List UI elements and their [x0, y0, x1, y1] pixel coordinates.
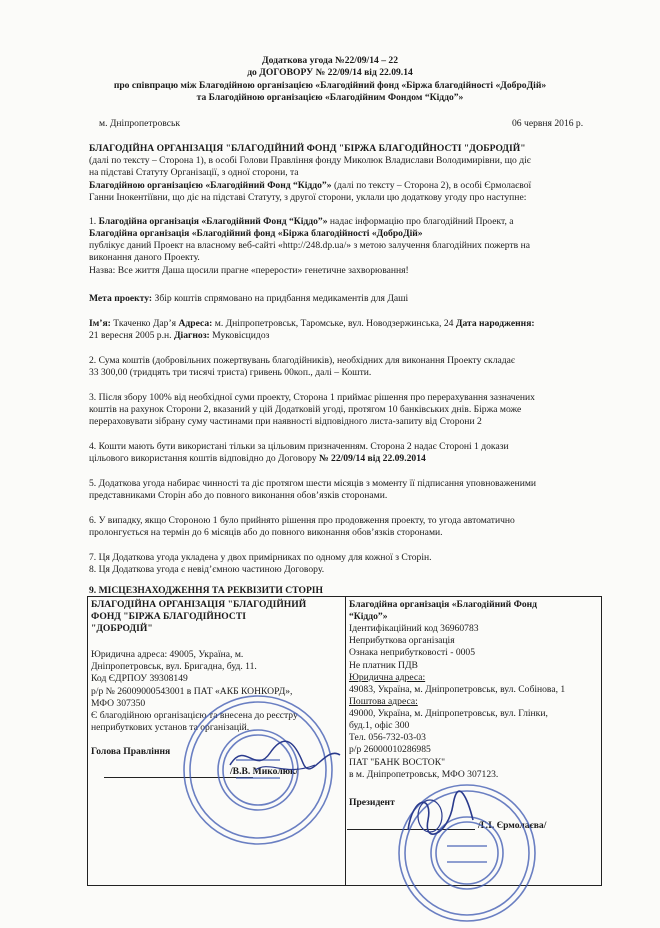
- paragraph-2-line: 2. Сума коштів (добровільних пожертвувань благодійників), необхідних для виконання Проекту складає: [89, 355, 515, 366]
- paragraph-9-heading: 9. МІСЦЕЗНАХОДЖЕННЯ ТА РЕКВІЗИТИ СТОРІН: [89, 585, 324, 596]
- left-party-nonprofit: Є благодійною організацією та внесена до реєстру: [91, 710, 298, 721]
- date: 06 червня 2016 р.: [512, 118, 584, 129]
- signature-left: [225, 735, 345, 783]
- paragraph-2-line: 33 300,00 (тридцять три тисячі триста) гривень 00коп., далі – Кошти.: [89, 367, 372, 378]
- right-party-id: Ідентифікаційний код 36960783: [349, 623, 479, 634]
- right-phone: Тел. 056-732-03-03: [349, 732, 426, 743]
- right-bank: ПАТ "БАНК ВОСТОК": [349, 757, 446, 768]
- beneficiary-line: 21 вересня 2005 р.н. Діагноз: Муковісцидоз: [89, 330, 270, 341]
- intro-line: (далі по тексту – Сторона 1), в особі Голови Правління фонду Миколюк Владислави Володимирівни, що діє: [89, 155, 531, 166]
- paragraph-7: 7. Ця Додаткова угода укладена у двох примірниках по одному для кожної з Сторін.: [89, 552, 432, 563]
- right-account: р/р 26000010286985: [349, 744, 431, 755]
- left-party-title: БЛАГОДІЙНА ОРГАНІЗАЦІЯ "БЛАГОДІЙНИЙ: [91, 599, 307, 610]
- signature-right: [398, 790, 478, 840]
- paragraph-3-line: 3. Після збору 100% від необхідної суми проекту, Сторона 1 приймає рішення про перерахування зазначених: [89, 392, 535, 403]
- right-party-vat: Не платник ПДВ: [349, 660, 418, 671]
- beneficiary-line: Ім’я: Ткаченко Дар’я Адреса: м. Дніпропетровськ, Таромське, вул. Новодзержинська, 24 Дата народження:: [89, 318, 535, 329]
- paragraph-1-line: виконання даного Проекту.: [89, 252, 200, 263]
- left-party-account: р/р № 26009000543001 в ПАТ «АКБ КОНКОРД»,: [91, 686, 293, 697]
- project-name: Назва: Все життя Даша щосили прагне «перерости» генетичне захворювання!: [89, 265, 409, 276]
- paragraph-3-line: коштів на рахунок Сторони 2, вказаний у цій Додатковій угоді, протягом 10 банківських днів. Біржа може: [89, 404, 522, 415]
- left-head-name: /В.В. Миколюк/: [230, 766, 299, 777]
- paragraph-5-line: 5. Додаткова угода набирає чинності та діє протягом шести місяців з моменту її підписання уповноваженими: [89, 478, 537, 489]
- place: м. Дніпропетровськ: [99, 118, 181, 129]
- left-party-address: Дніпропетровськ, вул. Бригадна, буд. 11.: [91, 661, 257, 672]
- agreement-title: Додаткова угода №22/09/14 – 22: [262, 55, 398, 66]
- left-party-mfo: МФО 307350: [91, 698, 146, 709]
- right-party-title: “Кiддо”»: [349, 611, 388, 622]
- right-post-address: 49000, Україна, м. Дніпропетровськ, вул. Глінки,: [349, 708, 548, 719]
- project-goal: Мета проекту: Збір коштів спрямовано на придбання медикаментів для Даші: [89, 293, 409, 304]
- right-post-address: буд.1, офіс 300: [349, 720, 410, 731]
- paragraph-5-line: представниками Сторін або до повного виконання обов’язків сторонами.: [89, 490, 388, 501]
- org2-name: Благодійною організацією «Благодійний Фонд “Кiддо”»: [89, 180, 332, 191]
- left-party-nonprofit: неприбуткових установ та організацій.: [91, 722, 250, 733]
- paragraph-6-line: 6. У випадку, якщо Стороною 1 було прийнято рішення про продовження проекту, то угода автоматично: [89, 515, 515, 526]
- org1-name: БЛАГОДІЙНА ОРГАНІЗАЦІЯ "БЛАГОДІЙНИЙ ФОНД "БІРЖА БЛАГОДІЙНОСТІ "ДОБРОДІЙ": [89, 143, 526, 154]
- agreement-subtitle: до ДОГОВОРУ № 22/09/14 від 22.09.14: [247, 67, 413, 78]
- paragraph-4-line: 4. Кошти мають бути використані тільки за цільовим призначенням. Сторона 2 надає Стороні 1 докази: [89, 441, 509, 452]
- right-president-label: Президент: [349, 797, 395, 808]
- intro-line: Ганни Інокентіївни, що діє на підставі Статуту, з другої сторони, уклали цю додаткову угоду про наступне:: [89, 192, 527, 203]
- agreement-parties-line1: про співпрацю між Благодійною організацією «Благодійний фонд «Біржа благодійності «ДоброДій»: [113, 80, 547, 91]
- table-divider: [345, 597, 346, 885]
- right-post-label: Поштова адреса:: [349, 696, 418, 707]
- left-party-title: "ДОБРОДІЙ": [91, 623, 153, 634]
- right-president-name: /Г.І. Єрмолаєва/: [478, 820, 547, 831]
- left-party-edrpou: Код ЄДРПОУ 39308149: [91, 673, 188, 684]
- left-party-address: Юридична адреса: 49005, Україна, м.: [91, 649, 244, 660]
- paragraph-1-line: Благодійна організація «Благодійний фонд «Біржа благодійності «ДоброДій»: [89, 228, 423, 239]
- right-party-nonprofit-sign: Ознака неприбутковості - 0005: [349, 647, 476, 658]
- paragraph-4-line: цільового використання коштів відповідно до Договору № 22/09/14 від 22.09.2014: [89, 453, 426, 464]
- intro-line: Благодійною організацією «Благодійний Фонд “Кiддо”» (далі по тексту – Сторона 2), в особі Єрмолаєвої: [89, 180, 532, 191]
- paragraph-3-line: перераховувати зібрану суму частинами при наявності відповідного листа-запиту від Сторони 2: [89, 416, 482, 427]
- paragraph-8: 8. Ця Додаткова угода є невід’ємною частиною Договору.: [89, 564, 325, 575]
- right-party-nonprofit: Неприбуткова організація: [349, 635, 455, 646]
- agreement-parties-line2: та Благодійною організацією «Благодійним Фондом “Кiддо”»: [196, 92, 464, 103]
- right-party-title: Благодійна організація «Благодійний Фонд: [349, 599, 537, 610]
- paragraph-6-line: пролонгується на термін до 6 місяців або до повного виконання обов’язків сторонами.: [89, 527, 443, 538]
- left-party-title: ФОНД "БІРЖА БЛАГОДІЙНОСТІ: [91, 611, 246, 622]
- left-head-label: Голова Правління: [91, 746, 171, 757]
- right-bank-city: в м. Дніпропетровськ, МФО 307123.: [349, 769, 499, 780]
- right-legal-address: 49083, Україна, м. Дніпропетровськ, вул. Собінова, 1: [349, 684, 566, 695]
- right-legal-label: Юридична адреса:: [349, 672, 426, 683]
- paragraph-1-line: 1. Благодійна організація «Благодійний Фонд “Кiддо”» надає інформацію про благодійний Проект, а: [89, 216, 514, 227]
- paragraph-1-line: публікує даний Проект на власному веб-сайті «http://248.dp.ua/» з метою залучення благодійних пожертв на: [89, 240, 530, 251]
- intro-line: на підставі Статуту Організації, з одної сторони, та: [89, 167, 299, 178]
